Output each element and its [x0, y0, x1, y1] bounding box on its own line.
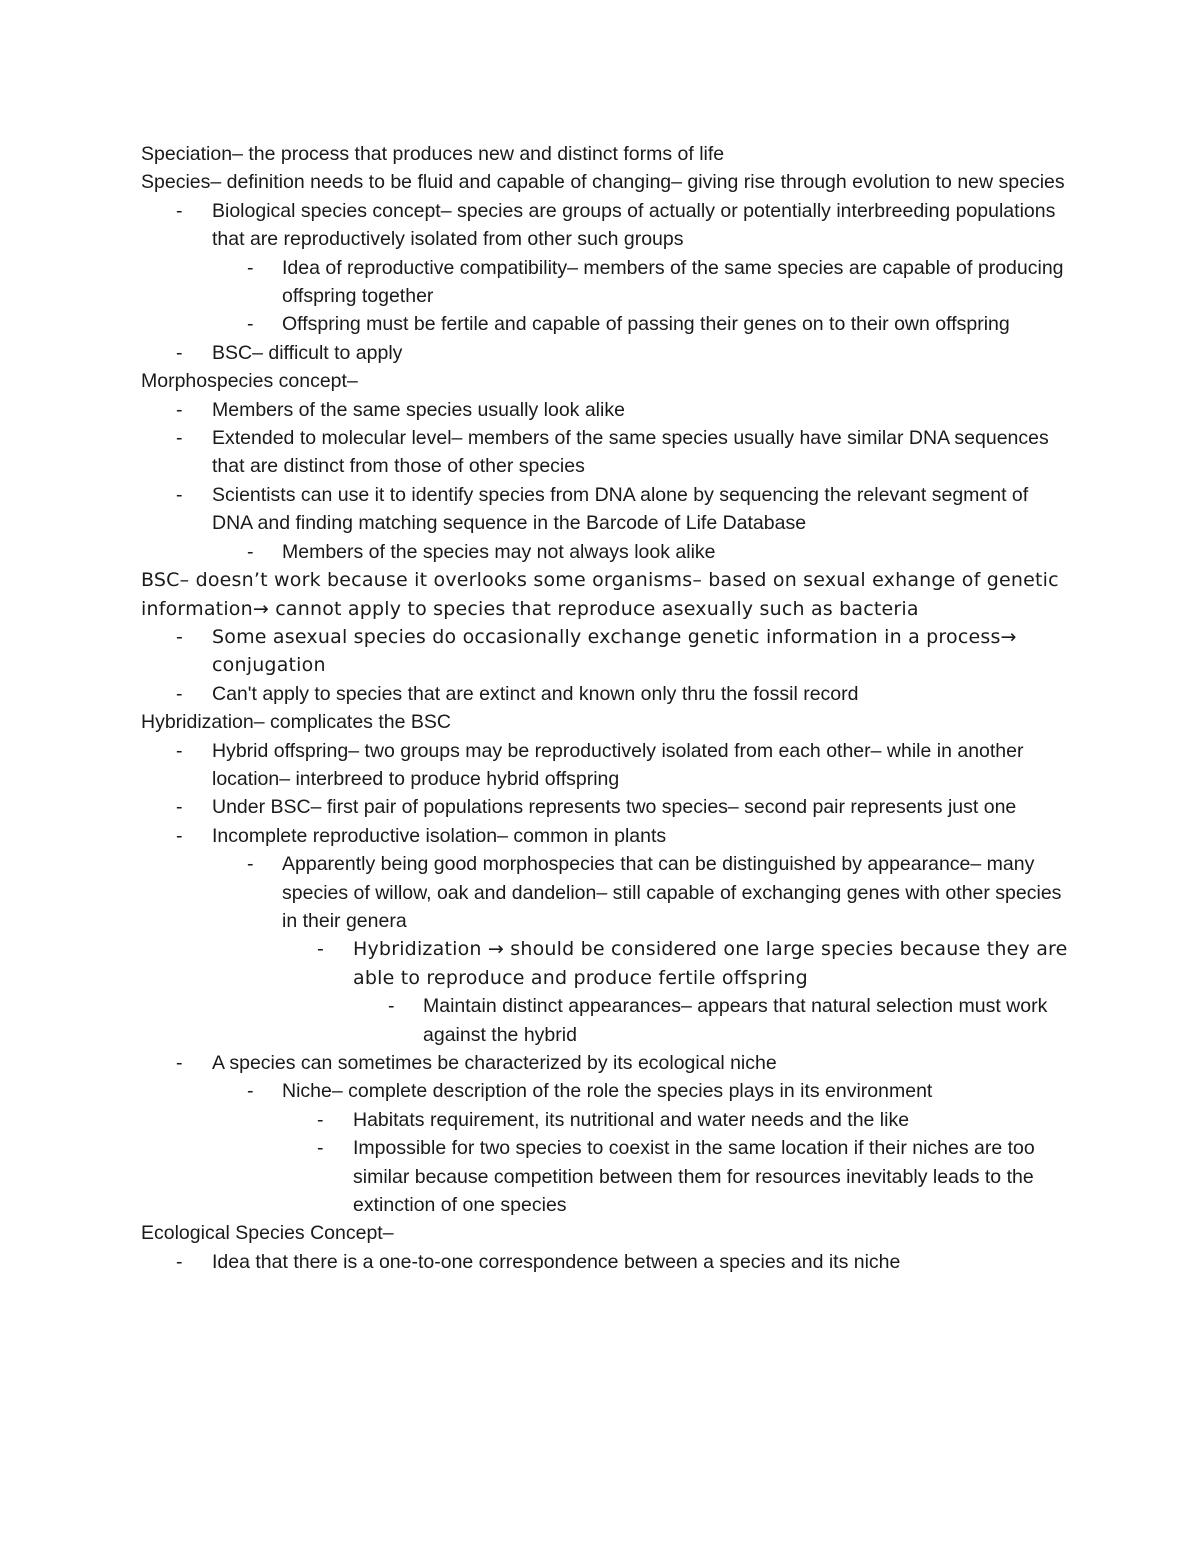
line-text: Speciation– the process that produces new and distinct forms of life	[141, 143, 725, 165]
heading-line	[141, 566, 1071, 623]
line-text: Hybridization– complicates the BSC	[141, 711, 451, 734]
bullet-dash: -	[176, 427, 183, 450]
bullet-dash: -	[317, 1137, 324, 1160]
bullet-dash: -	[176, 824, 183, 847]
bullet-line	[141, 992, 1071, 1049]
bullet-line	[141, 793, 1071, 821]
bullet-dash: -	[176, 625, 184, 648]
heading-line	[141, 367, 1071, 395]
line-text: Idea that there is a one-to-one correspondence between a species and its niche	[212, 1250, 901, 1273]
bullet-dash: -	[176, 1052, 183, 1074]
line-text: Biological species concept– species are groups of actually or potentially interbreeding populations that are reproductively isolated from other such groups	[212, 199, 1056, 251]
bullet-dash: -	[176, 1250, 183, 1273]
bullet-dash: -	[176, 199, 183, 222]
bullet-dash: -	[317, 938, 325, 961]
line-text: BSC– difficult to apply	[212, 341, 403, 364]
line-text: Incomplete reproductive isolation– common in plants	[212, 824, 667, 847]
line-text: Hybrid offspring– two groups may be reproductively isolated from each other– while in another location– interbreed to produce hybrid offspring	[212, 739, 1024, 790]
line-text: Under BSC– first pair of populations represents two species– second pair represents just one	[212, 796, 1017, 819]
line-text: Ecological Species Concept–	[141, 1222, 394, 1245]
bullet-line	[141, 623, 1071, 680]
line-text: Maintain distinct appearances– appears that natural selection must work against the hybrid	[423, 995, 1048, 1046]
line-text: Extended to molecular level– members of the same species usually have similar DNA sequences that are distinct from those of other species	[212, 427, 1049, 478]
line-text: Idea of reproductive compatibility– members of the same species are capable of producing offspring together	[282, 256, 1064, 308]
line-text: Can't apply to species that are extinct and known only thru the fossil record	[212, 682, 859, 705]
line-text: Morphospecies concept–	[141, 370, 358, 393]
heading-line	[141, 1219, 1071, 1247]
bullet-line	[141, 737, 1071, 794]
line-text: BSC– doesn’t work because it overlooks some organisms– based on sexual exhange of genetic information→ cannot apply to species that reproduce asexually such as bacteria	[141, 569, 1059, 620]
bullet-line	[141, 850, 1071, 935]
bullet-dash: -	[247, 540, 254, 563]
bullet-line	[141, 822, 1071, 850]
line-text: Scientists can use it to identify species from DNA alone by sequencing the relevant segment of DNA and finding matching sequence in the Barcode of Life Database	[212, 483, 1029, 535]
bullet-line	[141, 1106, 1071, 1134]
bullet-dash: -	[176, 398, 183, 421]
bullet-dash: -	[388, 995, 395, 1018]
line-text: Members of the same species usually look alike	[212, 398, 625, 421]
line-text: A species can sometimes be characterized by its ecological niche	[212, 1052, 777, 1074]
line-text: Some asexual species do occasionally exchange genetic information in a process→ conjugation	[212, 625, 1017, 677]
bullet-dash: -	[247, 313, 254, 336]
bullet-dash: -	[176, 682, 183, 705]
bullet-dash: -	[176, 796, 183, 819]
bullet-dash: -	[176, 483, 183, 506]
bullet-dash: -	[247, 853, 254, 876]
bullet-line	[141, 1248, 1071, 1276]
bullet-line	[141, 680, 1071, 708]
bullet-dash: -	[176, 341, 183, 364]
line-text: Hybridization → should be considered one large species because they are able to reproduce and produce fertile offspring	[353, 938, 1068, 989]
bullet-dash: -	[317, 1108, 324, 1131]
document-body	[141, 140, 1071, 1276]
bullet-line	[141, 197, 1071, 254]
line-text: Members of the species may not always look alike	[282, 540, 716, 563]
bullet-line	[141, 935, 1071, 992]
line-text: Offspring must be fertile and capable of passing their genes on to their own offspring	[282, 313, 1010, 336]
bullet-dash: -	[247, 256, 254, 279]
heading-line	[141, 168, 1071, 196]
line-text: Impossible for two species to coexist in the same location if their niches are too similar because competition between them for resources inevitably leads to the extinction of one species	[353, 1137, 1035, 1217]
line-text: Habitats requirement, its nutritional and water needs and the like	[353, 1108, 910, 1131]
bullet-line	[141, 339, 1071, 367]
line-text: Niche– complete description of the role the species plays in its environment	[282, 1080, 933, 1103]
bullet-line	[141, 1049, 1071, 1077]
heading-line	[141, 708, 1071, 736]
bullet-line	[141, 538, 1071, 566]
line-text: Apparently being good morphospecies that can be distinguished by appearance– many species of willow, oak and dandelion– still capable of exchanging genes with other species in their genera	[282, 853, 1062, 932]
line-text: Species– definition needs to be fluid and capable of changing– giving rise through evolution to new species	[141, 171, 1065, 194]
bullet-line	[141, 1077, 1071, 1105]
bullet-line	[141, 396, 1071, 424]
bullet-dash: -	[176, 739, 183, 762]
bullet-dash: -	[247, 1080, 254, 1103]
bullet-line	[141, 1134, 1071, 1219]
bullet-line	[141, 310, 1071, 338]
bullet-line	[141, 424, 1071, 481]
heading-line	[141, 140, 1071, 168]
bullet-line	[141, 481, 1071, 538]
bullet-line	[141, 254, 1071, 311]
